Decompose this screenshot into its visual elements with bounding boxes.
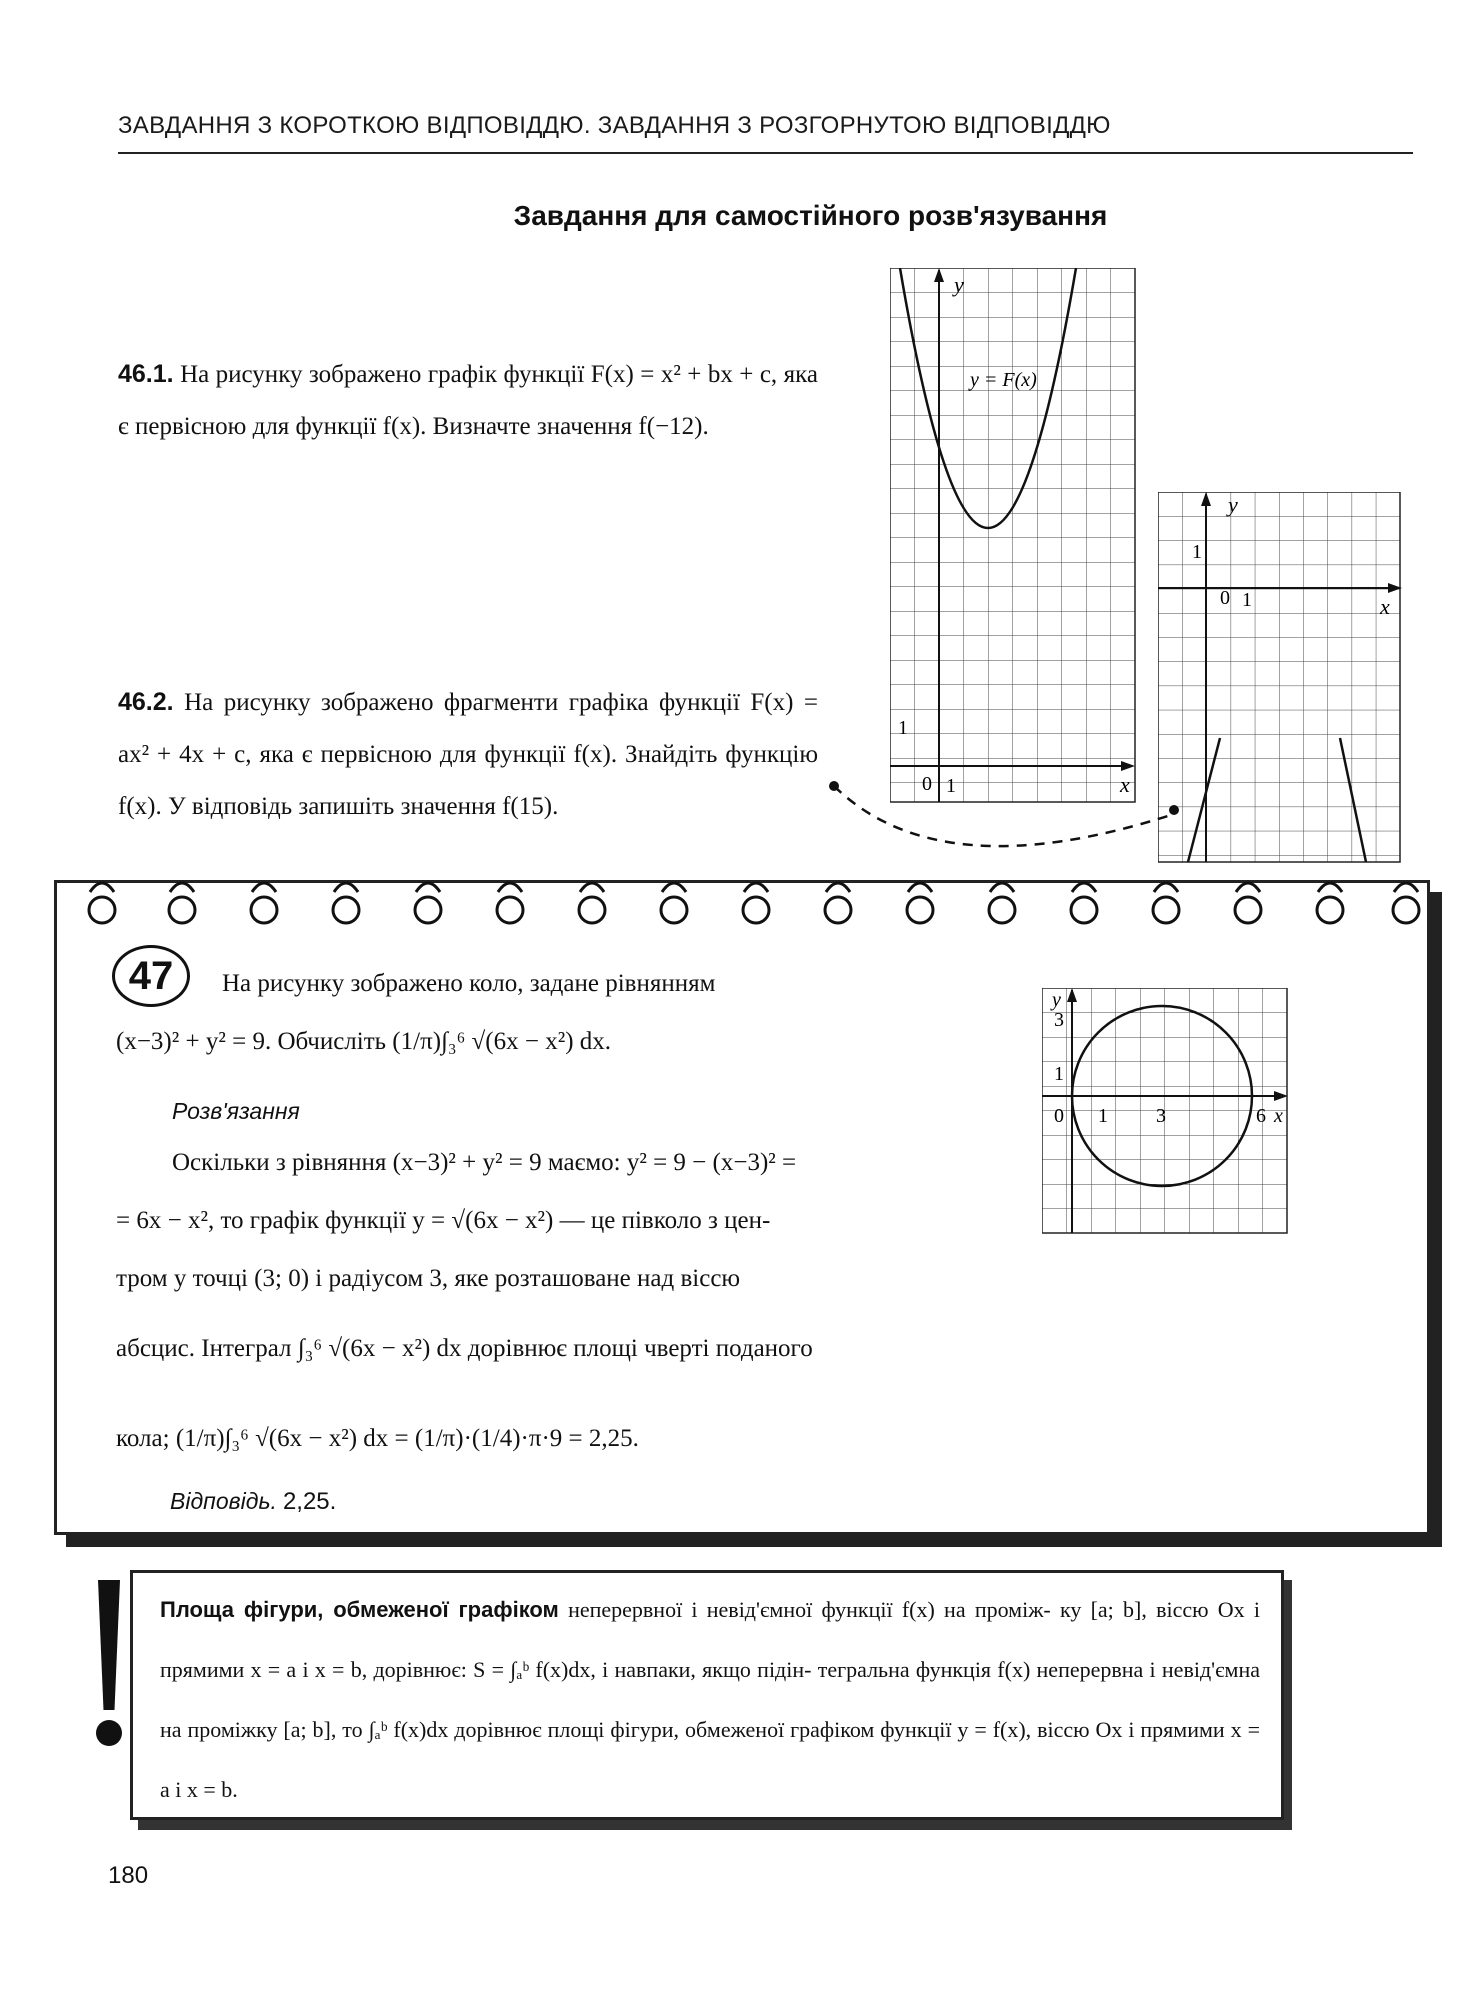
y-tick-1: 1 (898, 717, 908, 739)
rule-line-2: ку [a; b], віссю Ox і прямими x = a і x = b, дорівнює: S = ∫ₐᵇ f(x)dx, і навпаки, якщо підін- (160, 1597, 1260, 1682)
x-label: x (1274, 1105, 1283, 1127)
circle-figure (1042, 988, 1292, 1238)
problem-46-2 (118, 676, 818, 833)
rule-line-1: неперервної і невід'ємної функції f(x) на проміж- (568, 1597, 1051, 1622)
exclamation-dot-icon (96, 1720, 122, 1746)
y-label: y (1052, 989, 1061, 1011)
problem-number: 46.2. (118, 688, 174, 716)
graph-46-1 (890, 268, 1140, 808)
answer-label: Відповідь. (170, 1488, 277, 1514)
problem-number-badge: 47 (112, 945, 190, 1007)
answer-value: 2,25. (282, 1488, 337, 1515)
graph-47 (1042, 988, 1292, 1238)
x-tick-1: 1 (946, 775, 956, 797)
answer-line (170, 1488, 336, 1516)
origin-label: 0 (1054, 1105, 1064, 1127)
origin-label: 0 (922, 773, 932, 795)
running-header: ЗАВДАННЯ З КОРОТКОЮ ВІДПОВІДДЮ. ЗАВДАННЯ З РОЗГОРНУТОЮ ВІДПОВІДДЮ (118, 112, 1111, 139)
y-label: y (1228, 492, 1238, 517)
y-tick-3: 3 (1054, 1009, 1064, 1031)
problem-text: На рисунку зображено фрагменти графіка функції F(x) = ax² + 4x + c, яка є первісною для функції f(x). Знайдіть функцію f(x). У відповідь запишіть значення f(15). (118, 689, 818, 820)
x-tick-1: 1 (1242, 589, 1252, 611)
fragment-figure (1158, 492, 1408, 864)
solution-label: Розв'язання (172, 1098, 300, 1124)
x-tick-1: 1 (1098, 1105, 1108, 1127)
y-tick-1: 1 (1192, 541, 1202, 563)
y-label: y (954, 272, 964, 297)
func-label: y = F(x) (970, 369, 1037, 391)
grid (890, 268, 1135, 802)
problem-text: На рисунку зображено графік функції F(x) = x² + bx + c, яка є первісною для функції f(x). Визначте значення f(−12). (118, 361, 818, 440)
page-number: 180 (108, 1862, 149, 1889)
solution-line-4: абсцис. Інтеграл ∫₃⁶ √(6x − x²) dx дорівнює площі чверті поданого (116, 1335, 813, 1362)
parabola-figure (890, 268, 1140, 808)
rule-line-4: площі фігури, обмеженої графіком функції y = f(x), віссю Ox і прямими x = a і x = b. (160, 1717, 1260, 1802)
graph-46-2 (1158, 492, 1408, 864)
problem-number: 46.1. (118, 360, 174, 388)
problem-46-1 (118, 348, 818, 453)
spiral-rings (54, 872, 1430, 932)
solution-line-3: тром у точці (3; 0) і радіусом 3, яке розташоване над віссю (116, 1265, 741, 1292)
y-tick-1: 1 (1054, 1063, 1064, 1085)
solution-line-5: кола; (1/π)∫₃⁶ √(6x − x²) dx = (1/π)·(1/4)·π·9 = 2,25. (116, 1425, 639, 1452)
header-rule (118, 152, 1413, 154)
solution-line-1: Оскільки з рівняння (x−3)² + y² = 9 маємо: y² = 9 − (x−3)² = (172, 1149, 797, 1176)
rule-text (160, 1580, 1260, 1820)
rule-bold: Площа фігури, обмеженої графіком (160, 1597, 559, 1622)
rule-line-3: тегральна функція f(x) неперервна і невід'ємна на проміжку [a; b], то ∫ₐᵇ f(x)dx дорівнює (160, 1657, 1261, 1742)
x-tick-3: 3 (1156, 1105, 1166, 1127)
problem-47-line2: (x−3)² + y² = 9. Обчисліть (1/π)∫₃⁶ √(6x − x²) dx. (116, 1028, 612, 1055)
solution-line-2: = 6x − x², то графік функції y = √(6x − x²) — це півколо з цен- (116, 1207, 771, 1234)
exclamation-icon (98, 1580, 120, 1710)
x-tick-6: 6 (1256, 1105, 1266, 1127)
origin-label: 0 (1220, 587, 1230, 609)
dashed-connector (820, 770, 1180, 870)
x-label: x (1380, 594, 1390, 619)
section-title: Завдання для самостійного розв'язування (513, 200, 1108, 231)
problem-47-line1: На рисунку зображено коло, задане рівнянням (222, 970, 716, 997)
x-label: x (1120, 772, 1130, 797)
